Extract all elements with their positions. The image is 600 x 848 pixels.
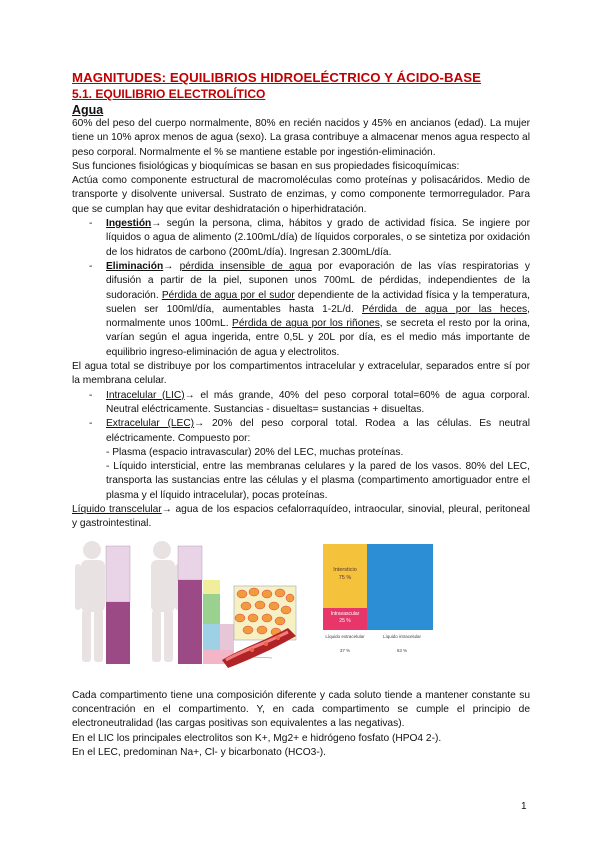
human-silhouette-left (75, 541, 105, 662)
list-item-lic: - Intracelular (LIC)→ el más grande, 40% del peso corporal total=60% de agua corporal. Neutral eléctricamente. Sustancias - disueltas= sustancias + disueltas. (89, 389, 531, 415)
list-item-eliminacion: - Eliminación→ pérdida insensible de agua por evaporación de las vías respiratorias y difusión a partir de la piel, suponen unos 700mL de pérdidas, independientes de la sudoración. Pérdida de agua por el sudor dependiente de la actividad física y la temperatura, suelen ser 100ml/día, aumentables hasta 1-2L/d. Pérdida de agua por las heces, normalmente unos 100mL. Pérdida de agua por los riñones, se secreta el resto por la orina, varían según el agua ingerida, entre 0,5L y 20L por día, es el medio más importante de equilibrio ingreso-eliminación de agua y electrolitos. (89, 260, 530, 358)
tissue-cells-figure (222, 578, 302, 668)
ecf-interstitial-pct: 75 % (338, 574, 352, 581)
bar-left-bottom (106, 602, 130, 664)
bar-ecf-top (203, 580, 220, 594)
lec-intersticial: - Líquido intersticial, entre las membranas celulares y la pared de los vasos. 80% del LEC, transporta las sustancias entre las células y el plasma (compartimento amortiguador entre el plasma y el líquido intracelular), pocas proteínas. (106, 461, 530, 501)
eliminacion-text-3: , normalmente unos 100mL. (106, 303, 530, 330)
intro-paragraph-3: Actúa como componente estructural de macromoléculas como proteínas y polisacáridos. Medio de transporte y disolvente universal. Sustrato de enzimas, y como componente termorregulador. Para que se cumplan hay que evitar deshidratación o hiperhidratación. (72, 175, 530, 215)
lec-plasma: - Plasma (espacio intravascular) 20% del LEC, muchas proteínas. (106, 446, 404, 458)
bar-right-bottom (178, 580, 202, 664)
bar-ecf-green (203, 594, 220, 624)
icf-caption-pct: 63 % (396, 647, 408, 653)
ecf-intravascular-label: Intravascular (330, 610, 360, 617)
compartment-chart (319, 538, 439, 678)
bar-right-top (178, 546, 202, 580)
kidney-loss: Pérdida de agua por los riñones (232, 318, 380, 330)
page-number: 1 (521, 801, 527, 812)
conclusion-paragraph-2: En el LIC los principales electrolitos son K+, Mg2+ e hidrógeno fosfato (HPO4 2-). (72, 732, 442, 744)
ecf-intravascular-pct: 25 % (339, 617, 351, 624)
ingestion-text: → según la persona, clima, hábitos y grado de actividad física. Se ingiere por líquidos o agua de alimento (2.100mL/día) de líquidos corporales, o se sintetiza por oxidación de los hidratos de carbono (200mL/día). Ingresan 2.300mL/día. (106, 218, 530, 258)
document-page (72, 70, 530, 760)
intro-paragraph-2: Sus funciones fisiológicas y bioquímicas se basan en sus propiedades fisicoquímicas: (72, 160, 460, 172)
transcelular-term: Líquido transcelular (72, 504, 162, 516)
distribution-paragraph: El agua total se distribuye por los compartimentos intracelular y extracelular, separados entre sí por la membrana celular. (72, 361, 530, 387)
ecf-caption-pct: 37 % (339, 647, 351, 653)
icf-caption: Líquido intracelular (382, 633, 422, 639)
eliminacion-text-1: por evaporación de las vías respiratorias y difusión a partir de la piel, suponen unos 700mL de pérdidas, independientes de la sudoración. (106, 260, 530, 301)
bar-ecf-blue (203, 624, 220, 650)
ecf-caption: Líquido extracelular (325, 633, 365, 639)
eliminacion-arrow: → (163, 260, 180, 272)
lec-term: Extracelular (LEC) (106, 418, 195, 430)
lic-text: → el más grande, 40% del peso corporal total=60% de agua corporal. Neutral eléctricamente. Sustancias - disueltas= sustancias + disueltas. (106, 389, 531, 415)
list-item-lec: - Extracelular (LEC)→ 20% del peso corporal total. Rodea a las células. Es neutral eléctricamente. Compuesto por: - Plasma (espacio intravascular) 20% del LEC, muchas proteínas. - Líquido intersticial, entre las membranas celulares y la pared de los vasos. 80% del LEC, transporta las sustancias entre las células y el plasma (compartimento amortiguador entre el plasma y el líquido intracelular), pocas proteínas. (72, 417, 530, 503)
insensible-loss: pérdida insensible de agua (179, 260, 312, 272)
transcelular-text: → agua de los espacios cefalorraquídeo, intraocular, sinovial, pleural, peritoneal y gastrointestinal. (72, 504, 530, 530)
figures-row (72, 538, 530, 683)
document-title: MAGNITUDES: EQUILIBRIOS HIDROELÉCTRICO Y ÁCIDO-BASE (72, 70, 482, 85)
lic-term: Intracelular (LIC) (106, 389, 185, 401)
eliminacion-term: Eliminación (106, 260, 164, 272)
lec-text: → 20% del peso corporal total. Rodea a las células. Es neutral eléctricamente. Compuesto por: (106, 418, 530, 444)
conclusion-paragraph-3: En el LEC, predominan Na+, Cl- y bicarbonato (HCO3-). (72, 746, 326, 758)
ecf-interstitial-label: Intersticio (333, 566, 357, 573)
section-heading: 5.1. EQUILIBRIO ELECTROLÍTICO (72, 87, 266, 101)
sweat-loss: Pérdida de agua por el sudor (161, 289, 295, 301)
feces-loss: Pérdida de agua por las heces (362, 303, 528, 315)
transcelular-paragraph (72, 503, 530, 532)
list-item-ingestion: - Ingestión→ según la persona, clima, hábitos y grado de actividad física. Se ingiere por líquidos o agua de alimento (2.100mL/día) de líquidos corporales, o se sintetiza por oxidación de los hidratos de carbono (200mL/día). Ingresan 2.300mL/día. (89, 218, 530, 258)
ingestion-term: Ingestión (106, 218, 152, 230)
bar-left-top (106, 546, 130, 602)
human-silhouette-right (151, 541, 181, 662)
conclusion-paragraph-1: Cada compartimento tiene una composición diferente y cada soluto tiende a mantener constante su concentración en el compartimento. Y, en cada compartimento se cumple el principio de electroneutralidad (las cargas positivas son equivalentes a las negativas). (72, 689, 530, 730)
agua-heading: Agua (72, 103, 104, 117)
intro-paragraph-1: 60% del peso del cuerpo normalmente, 80% en recién nacidos y 45% en ancianos (edad). La mujer tiene un 10% aprox menos de agua (sexo). La grasa contribuye a almacenar menos agua respecto al peso corporal. Normalmente el % se mantiene estable por ingestión-eliminación. (72, 118, 530, 158)
eliminacion-text-2: dependiente de la actividad física y la temperatura, suelen ser 100ml/día, aumentables hasta 1-2L/d. (106, 289, 530, 315)
icf-block (367, 544, 433, 630)
eliminacion-text-4: , se secreta el resto por la orina, varían según el agua ingerida, entre 0,5L y 20L por día, es el medio más importante de equilibrio ingreso-eliminación de agua y electrolitos. (106, 318, 530, 358)
